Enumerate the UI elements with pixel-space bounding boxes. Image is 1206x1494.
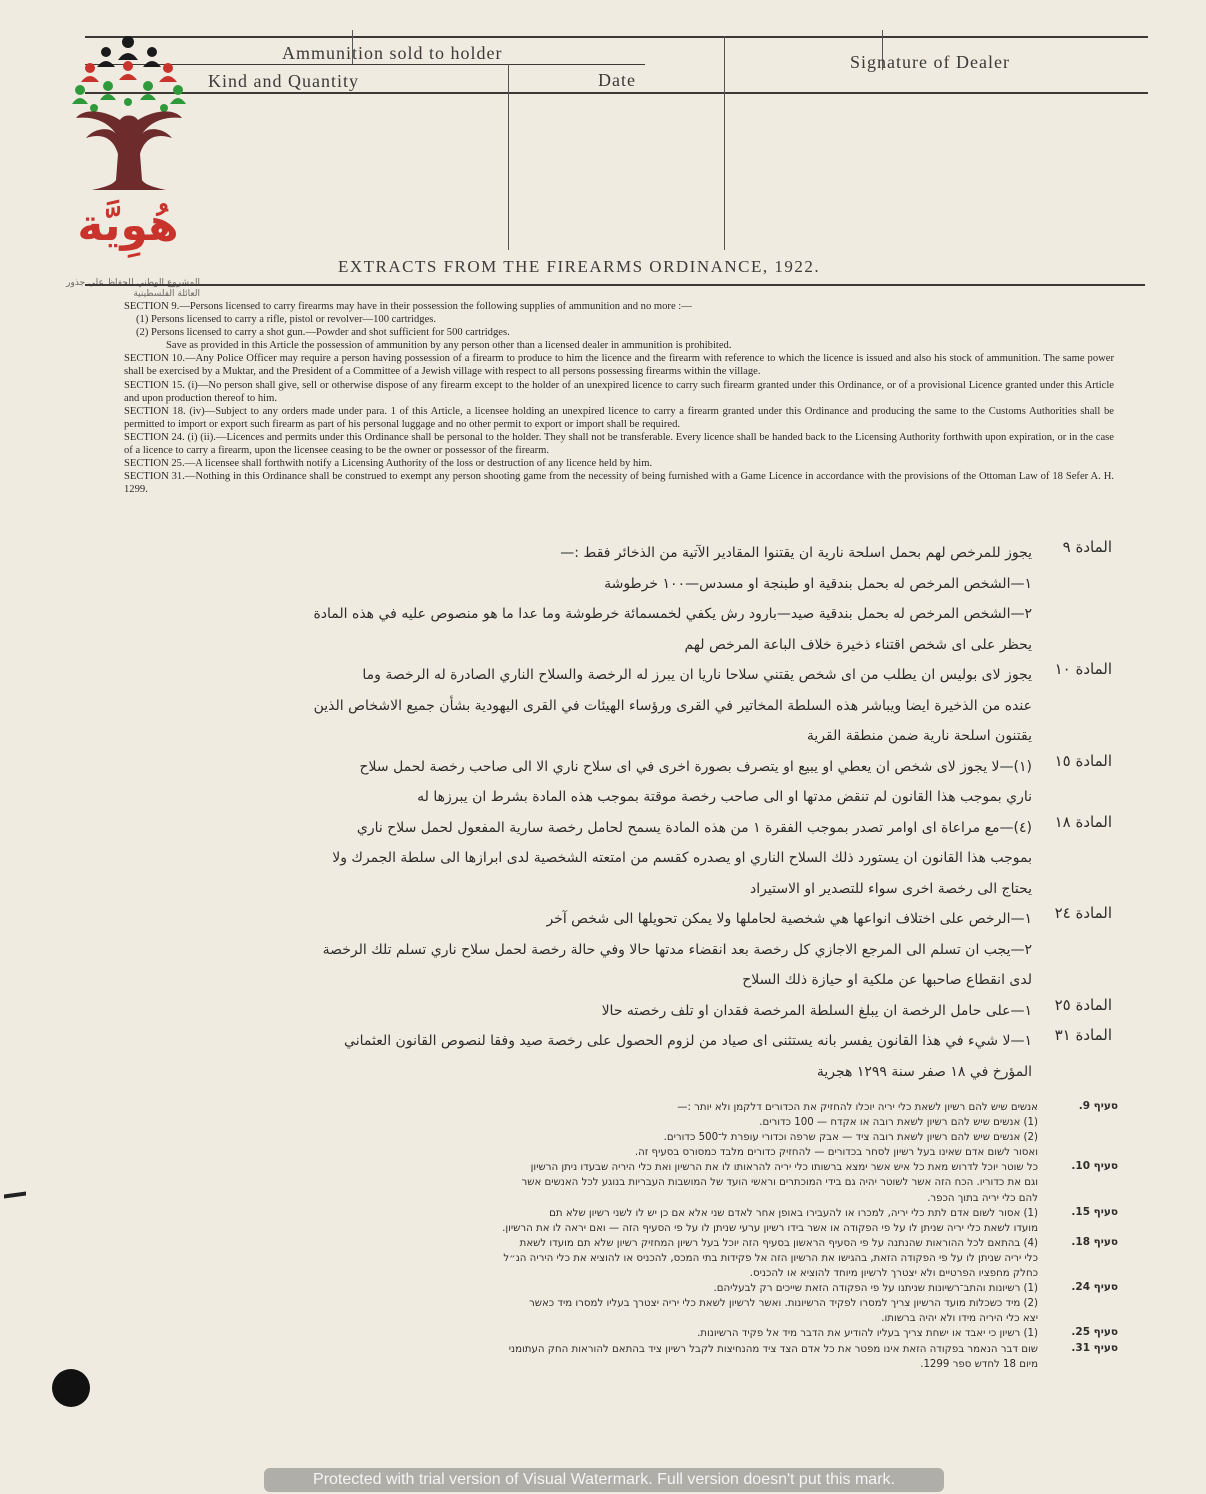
header-ammunition-sold: Ammunition sold to holder bbox=[282, 43, 503, 63]
he-line: (1) אסור לשום אדם לתת כלי יריה, למכרו או להעבירו באופן אחר לאדם שני אלא אם כן יש לו לשני רשיון שלא תם bbox=[549, 1207, 1038, 1219]
ar-line: بموجب هذا القانون ان يستورد ذلك السلاح الناري او يصدره كقسم من امتعته الشخصية لدى ابرازها الى سلطة الجمرك ولا bbox=[332, 850, 1032, 866]
he-line: (4) בהתאם לכל ההוראות שהנתנה על פי הסעיף הראשון בסעיף הזה יוכל בעל רשיון המחזיק רשיון שלא תם מועדו לשאת bbox=[519, 1237, 1038, 1249]
arabic-extracts bbox=[122, 538, 1112, 1087]
ar-line: عنده من الذخيرة ايضا ويباشر هذه السلطة المخاتير في القرى ورؤساء الهيئات في القرى اليهودية بشأن جميع الاشخاص الذين bbox=[313, 697, 1032, 714]
en-section-9-item-1: (1) Persons licensed to carry a rifle, pistol or revolver—100 cartridges. bbox=[136, 314, 437, 326]
ar-line: ١—الشخص المرخص له بحمل بندقية او طبنجة او مسدس—١٠٠ خرطوشة bbox=[604, 575, 1032, 592]
en-section-25: SECTION 25.—A licensee shall forthwith notify a Licensing Authority of the loss or destruction of any licence held by him. bbox=[124, 458, 653, 470]
header-kind-quantity: Kind and Quantity bbox=[208, 71, 359, 91]
family-tree-icon bbox=[64, 30, 200, 280]
ar-line: ٢—يجب ان تسلم الى المرجع الاجازي كل رخصة بعد انقضاء مدتها حالا وفي حالة رخصة لحمل سلاح ناري تسلم تلك الرخصة bbox=[322, 941, 1032, 958]
ar-article-number: المادة ٢٤ bbox=[1054, 904, 1112, 922]
ar-article-18 bbox=[122, 813, 1112, 905]
ar-article-number: المادة ١٠ bbox=[1054, 660, 1112, 678]
logo-caption: المشروع الوطني للحفاظ على جذور العائلة الفلسطينية bbox=[66, 278, 200, 299]
ar-article-number: المادة ١٥ bbox=[1054, 751, 1112, 770]
ar-line: المؤرخ في ١٨ صفر سنة ١٢٩٩ هجرية bbox=[816, 1063, 1032, 1080]
he-line: (1) רשיון כי יאבד או ישחת צריך בעליו להודיע את הדבר מיד אל פקיד הרשיונות. bbox=[697, 1328, 1038, 1340]
he-line: כל שוטר יוכל לדרוש מאת כל איש אשר ימצא ברשותו כלי יריה להראותו לו את הרשיון ואת כלי היריה שבעדו ניתן הרשיון bbox=[530, 1162, 1038, 1174]
en-section-24: SECTION 24. (i) (ii).—Licences and permits under this Ordinance shall be personal to the holder. They shall not be transferable. Every licence shall be handed back to the Licensing Authority forthwith upon expiration, or in the case of a licence to carry a firearm, upon the licensee ceasing to be the owner or possessor of the firearm. bbox=[124, 431, 1114, 457]
he-section-18 bbox=[128, 1236, 1118, 1281]
ar-article-number: المادة ٢٥ bbox=[1054, 995, 1112, 1014]
ar-line: يحظر على اى شخص اقتناء ذخيرة خلاف الباعة المرخص لهم bbox=[684, 636, 1032, 653]
he-section-number: סעיף 25. bbox=[1071, 1326, 1118, 1339]
he-line: כחלק מחפציו הפרטיים ולא יצטרך לרשיון מיוחד להוציא או להכניס. bbox=[749, 1268, 1038, 1280]
watermark-banner: Protected with trial version of Visual Watermark. Full version doesn't put this mark. bbox=[264, 1468, 944, 1492]
punch-hole bbox=[52, 1369, 90, 1407]
he-section-15 bbox=[128, 1206, 1118, 1236]
ar-line: ١—الرخص على اختلاف انواعها هي شخصية لحاملها ولا يمكن تحويلها الى شخص آخر bbox=[546, 911, 1032, 927]
ar-line: يقتنون اسلحة نارية ضمن منطقة القرية bbox=[806, 728, 1032, 744]
ar-article-15 bbox=[122, 752, 1112, 813]
ar-line: يحتاج الى رخصة اخرى سواء للتصدير او الاستيراد bbox=[750, 880, 1032, 897]
ar-article-31 bbox=[122, 1026, 1112, 1087]
he-line: וגם את כדוריו. הכח הזה אשר לשוטר יהיה גם בידי המוכתרים וראשי הועד של המושבות העבריות בנוגע לכל האנשים אשר bbox=[521, 1177, 1038, 1189]
he-line: שום דבר הנאמר בפקודה הזאת אינו מפטר את כל אדם הצד ציד מהנחיצות לקבל רשיון ציד בהתאם להוראות החק העתומני bbox=[508, 1343, 1038, 1355]
ar-article-9 bbox=[122, 538, 1112, 660]
he-section-number: סעיף 10. bbox=[1071, 1160, 1118, 1173]
en-section-31: SECTION 31.—Nothing in this Ordinance shall be construed to exempt any person shooting game from the necessity of being furnished with a Game Licence in accordance with the provisions of the Ottoman Law of 18 Sefer A. H. 1299. bbox=[124, 471, 1114, 496]
title-rule bbox=[85, 284, 1145, 286]
logo-wordmark: هُوِيَّة bbox=[77, 200, 179, 251]
en-section-18: SECTION 18. (iv)—Subject to any orders made under para. 1 of this Article, a licensee holding an unexpired licence to carry a firearm granted under this Ordinance and producing the same to the Customs Authorities shall be permitted to import or export such firearm as part of his personal luggage and no other permit to export or import shall be required. bbox=[124, 405, 1114, 430]
ar-line: (١)—لا يجوز لاى شخص ان يعطي او يبيع او يتصرف بصورة اخرى في اى سلاح ناري الا الى صاحب رخصة لحمل سلاح bbox=[359, 758, 1032, 775]
he-section-25 bbox=[128, 1326, 1118, 1341]
he-line: אנשים שיש להם רשיון לשאת כלי יריה יוכלו להחזיק את הכדורים דלקמן ולא יותר :— bbox=[677, 1102, 1038, 1113]
he-section-10 bbox=[128, 1160, 1118, 1205]
ar-article-25 bbox=[122, 996, 1112, 1027]
hebrew-extracts bbox=[128, 1100, 1118, 1372]
ar-line: (٤)—مع مراعاة اى اوامر تصدر بموجب الفقرة ١ من هذه المادة يسمح لحامل رخصة سارية المفعول لحمل سلاح ناري bbox=[356, 819, 1032, 836]
he-line: כלי יריה שניתן לו על פי הפקודה הזאת, בהגישו את הרשיון הזה אל פקידות בתי המכס, להכניס או להוציא את כלי היריה הנ״ל bbox=[503, 1252, 1038, 1264]
he-section-number: סעיף 9. bbox=[1078, 1100, 1118, 1112]
he-line: (2) מיד כשכלות מועד הרשיון צריך למסרו לפקיד הרשיונות. ואשר לרשיון לשאת כלי יריה יצטרך בעליו למסרו מיד כאשר bbox=[528, 1298, 1038, 1310]
he-line: מיום 18 לחדש ספר 1299. bbox=[920, 1358, 1038, 1370]
ar-line: ٢—الشخص المرخص له بحمل بندقية صيد—بارود رش يكفي لخمسمائة خرطوشة وما عدا ما هو منصوص عليه في هذه المادة bbox=[313, 606, 1032, 622]
ar-article-24 bbox=[122, 904, 1112, 996]
ar-article-number: المادة ٣١ bbox=[1054, 1026, 1112, 1044]
he-line: מועדו לשאת כלי יריה שניתן לו על פי הפקודה או אשר בידו רשיון ערעי שניתן לו על פי הסעיף הזה — ואם יראה לו את הרשיון. bbox=[502, 1222, 1038, 1234]
he-line: (1) אנשים שיש להם רשיון לשאת רובה או אקדח — 100 כדורים. bbox=[759, 1117, 1038, 1129]
margin-mark bbox=[4, 1191, 26, 1198]
en-section-15: SECTION 15. (i)—No person shall give, sell or otherwise dispose of any firearm except to the holder of an unexpired licence to carry such firearm granted under this Ordinance, or of a provisional Licence granted under this Article and upon production thereof to him. bbox=[124, 379, 1114, 404]
he-section-31 bbox=[128, 1342, 1118, 1372]
ar-article-10 bbox=[122, 660, 1112, 752]
he-line: (2) אנשים שיש להם רשיון לשאת רובה ציד — אבק שרפה וכדורי עופרת ל־500 כדורים. bbox=[663, 1132, 1038, 1144]
header-date: Date bbox=[598, 70, 636, 90]
ammunition-table bbox=[168, 30, 1148, 252]
ar-line: ١—على حامل الرخصة ان يبلغ السلطة المرخصة فقدان او تلف رخصته حالا bbox=[601, 1002, 1032, 1019]
ar-line: يجوز لاى بوليس ان يطلب من اى شخص يقتني سلاحا ناريا ان يبرز له الرخصة والسلاح الناري الصادرة له الرخصة وما bbox=[362, 667, 1032, 683]
he-section-number: סעיף 31. bbox=[1071, 1341, 1118, 1354]
ar-line: ١—لا شيء في هذا القانون يفسر بانه يستثنى اى صياد من لزوم الحصول على رخصة صيد وفقا لنصوص القانون العثماني bbox=[344, 1033, 1032, 1049]
ar-line: لدى انقطاع صاحبها عن ملكية او حيازة ذلك السلاح bbox=[742, 972, 1032, 988]
en-section-9-item-2: (2) Persons licensed to carry a shot gun.—Powder and shot sufficient for 500 cartridges. bbox=[136, 327, 510, 339]
english-extracts bbox=[124, 300, 1114, 496]
he-section-number: סעיף 24. bbox=[1071, 1281, 1118, 1294]
he-line: להם כלי יריה בתוך הכפר. bbox=[927, 1192, 1038, 1204]
he-section-number: סעיף 18. bbox=[1071, 1235, 1118, 1248]
ar-line: يجوز للمرخص لهم بحمل اسلحة نارية ان يقتنوا المقادير الآتية من الذخائر فقط :— bbox=[560, 545, 1032, 561]
he-line: (1) רשיונות והתב־רשיונות שניתנו על פי הפקודה הזאת שייכים רק לבעליהם. bbox=[713, 1283, 1038, 1295]
ar-line: ناري بموجب هذا القانون لم تنقض مدتها او الى صاحب رخصة موقتة بموجب هذه المادة بشرط ان يبرزها له bbox=[417, 789, 1032, 805]
en-section-9: SECTION 9.—Persons licensed to carry firearms may have in their possession the following supplies of ammunition and no more :— bbox=[124, 301, 692, 312]
he-section-9 bbox=[128, 1100, 1118, 1160]
he-line: ואסור לשום אדם שאינו בעל רשיון לסחר בכדורים — להחזיק כדורים מלבד כמסורס בסעיף זה. bbox=[634, 1147, 1038, 1159]
he-section-number: סעיף 15. bbox=[1071, 1205, 1118, 1218]
header-signature-dealer: Signature of Dealer bbox=[850, 52, 1010, 72]
ordinance-title: EXTRACTS FROM THE FIREARMS ORDINANCE, 1922. bbox=[338, 257, 821, 276]
he-line: יצא כלי היריה מידו ולא יהיה ברשותו. bbox=[881, 1313, 1038, 1325]
ar-article-number: المادة ١٨ bbox=[1054, 812, 1112, 831]
ar-article-number: المادة ٩ bbox=[1062, 538, 1112, 556]
en-section-10: SECTION 10.—Any Police Officer may require a person having possession of a firearm to produce to him the licence and the firearm with reference to which the licence is issued and also his stock of ammunition. The same power shall be exercised by a Muktar, and the President of a Committee of a Jewish village with respect to all persons possessing firearms within the village. bbox=[124, 353, 1114, 378]
hawiya-logo bbox=[64, 30, 200, 302]
he-section-24 bbox=[128, 1281, 1118, 1326]
en-section-9-note: Save as provided in this Article the possession of ammunition by any person other than a licensed dealer in ammunition is prohibited. bbox=[166, 340, 732, 352]
